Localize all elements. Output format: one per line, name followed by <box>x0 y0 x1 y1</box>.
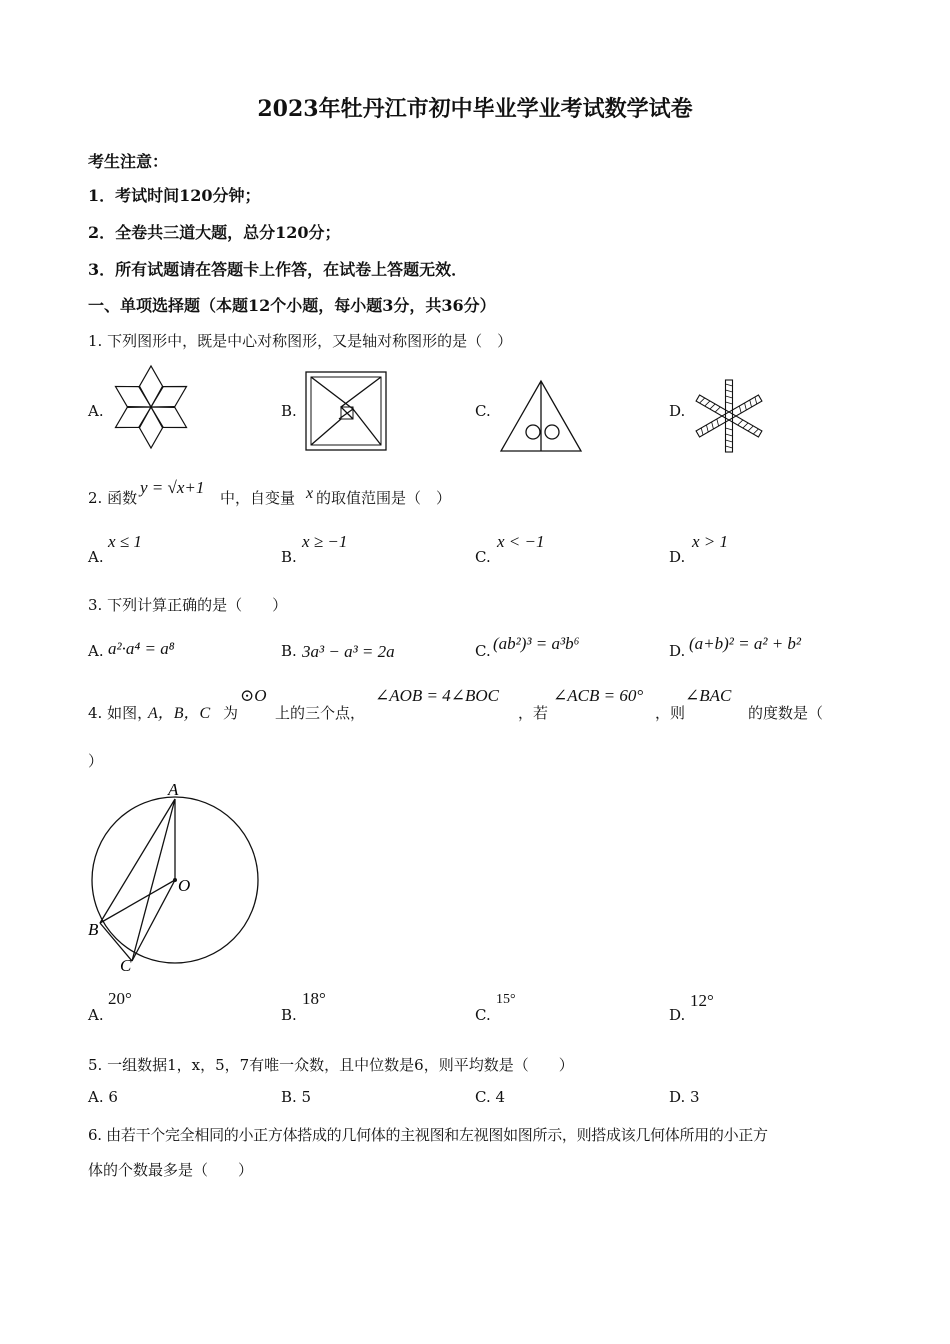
q4-stem-pre: 4. 如图， <box>88 704 153 722</box>
q4-label-c: C. <box>475 1006 491 1024</box>
q5-option-b: B. 5 <box>281 1088 312 1106</box>
q2-option-c: x < −1 <box>497 532 545 551</box>
section-heading: 一、单项选择题（本题12个小题，每小题3分，共36分） <box>88 296 496 315</box>
q2-formula: y = √x+1 <box>140 478 205 497</box>
q4-stem-mid3: ，若 <box>518 704 549 722</box>
circle-geometry-figure <box>80 775 280 975</box>
q1-stem: 1. 下列图形中，既是中心对称图形，又是轴对称图形的是（ ） <box>88 332 513 350</box>
q4-stem-mid4: ，则 <box>655 704 686 722</box>
triangle-circles-icon <box>500 380 582 452</box>
q3-label-a: A. <box>88 642 104 660</box>
q4-option-a: 20° <box>108 989 132 1008</box>
q4-stem-close: ） <box>88 752 104 770</box>
q4-label-d: D. <box>669 1006 686 1024</box>
q2-label-c: C. <box>475 548 491 566</box>
q4-condition-2: ∠ACB = 60° <box>553 686 644 705</box>
notice-item-2: 2．全卷共三道大题，总分120分； <box>88 223 341 242</box>
q2-option-a: x ≤ 1 <box>108 532 142 551</box>
q4-stem-mid2: 上的三个点， <box>275 704 366 722</box>
q3-option-d: (a+b)² = a² + b² <box>689 634 802 653</box>
q3-option-a: a²·a⁴ = a⁸ <box>108 639 175 658</box>
q5-option-a: A. 6 <box>88 1088 118 1106</box>
star-figure-icon <box>110 363 192 451</box>
q4-option-b: 18° <box>302 989 326 1008</box>
q2-label-d: D. <box>669 548 686 566</box>
q1-label-d: D. <box>669 402 686 420</box>
point-o-label: O <box>178 876 191 895</box>
q3-label-d: D. <box>669 642 686 660</box>
point-b-label: B <box>88 920 99 939</box>
q5-option-d: D. 3 <box>669 1088 700 1106</box>
q3-option-b: 3a³ − a³ = 2a <box>302 642 395 661</box>
notice-item-1: 1．考试时间120分钟； <box>88 186 261 205</box>
q6-stem-line-1: 6. 由若干个完全相同的小正方体搭成的几何体的主视图和左视图如图所示，则搭成该几何体所用的小正方 <box>88 1126 768 1144</box>
q6-stem-line-2: 体的个数最多是（ ） <box>88 1161 254 1179</box>
q2-label-a: A. <box>88 548 104 566</box>
q4-label-a: A. <box>88 1006 104 1024</box>
page-title: 2023年牡丹江市初中毕业学业考试数学试卷 <box>257 96 693 122</box>
q4-stem-mid1: 为 <box>223 704 239 722</box>
q2-stem-post: 中，自变量 <box>220 489 296 507</box>
q2-label-b: B. <box>281 548 297 566</box>
q5-option-c: C. 4 <box>475 1088 506 1106</box>
q2-option-d: x > 1 <box>692 532 729 551</box>
q2-var: x <box>306 485 314 502</box>
q4-circle: ⊙O <box>240 686 267 705</box>
hatched-star-icon <box>694 378 764 454</box>
notice-heading: 考生注意： <box>88 152 169 171</box>
q1-label-a: A. <box>88 402 104 420</box>
q4-condition-1: ∠AOB = 4∠BOC <box>375 686 500 705</box>
notice-item-3: 3．所有试题请在答题卡上作答，在试卷上答题无效． <box>88 260 468 279</box>
q2-stem-end: 的取值范围是（ ） <box>316 489 452 507</box>
point-a-label: A <box>168 780 179 799</box>
q2-option-b: x ≥ −1 <box>302 532 348 551</box>
q4-option-d: 12° <box>690 991 714 1010</box>
q4-ask: ∠BAC <box>685 686 732 705</box>
q5-stem: 5. 一组数据1，x，5，7有唯一众数，且中位数是6，则平均数是（ ） <box>88 1056 574 1074</box>
q4-option-c: 15° <box>496 992 516 1007</box>
q3-option-c: (ab²)³ = a³b⁶ <box>493 634 580 653</box>
q3-stem: 3. 下列计算正确的是（ ） <box>88 596 288 614</box>
q2-stem-pre: 2. 函数 <box>88 489 138 507</box>
q1-label-b: B. <box>281 402 297 420</box>
pinwheel-square-icon <box>305 371 387 451</box>
q4-points: A，B，C <box>148 705 211 722</box>
point-c-label: C <box>120 956 132 975</box>
q3-label-c: C. <box>475 642 491 660</box>
q3-label-b: B. <box>281 642 297 660</box>
q4-stem-end: 的度数是（ <box>748 704 824 722</box>
q4-label-b: B. <box>281 1006 297 1024</box>
q1-label-c: C. <box>475 402 491 420</box>
